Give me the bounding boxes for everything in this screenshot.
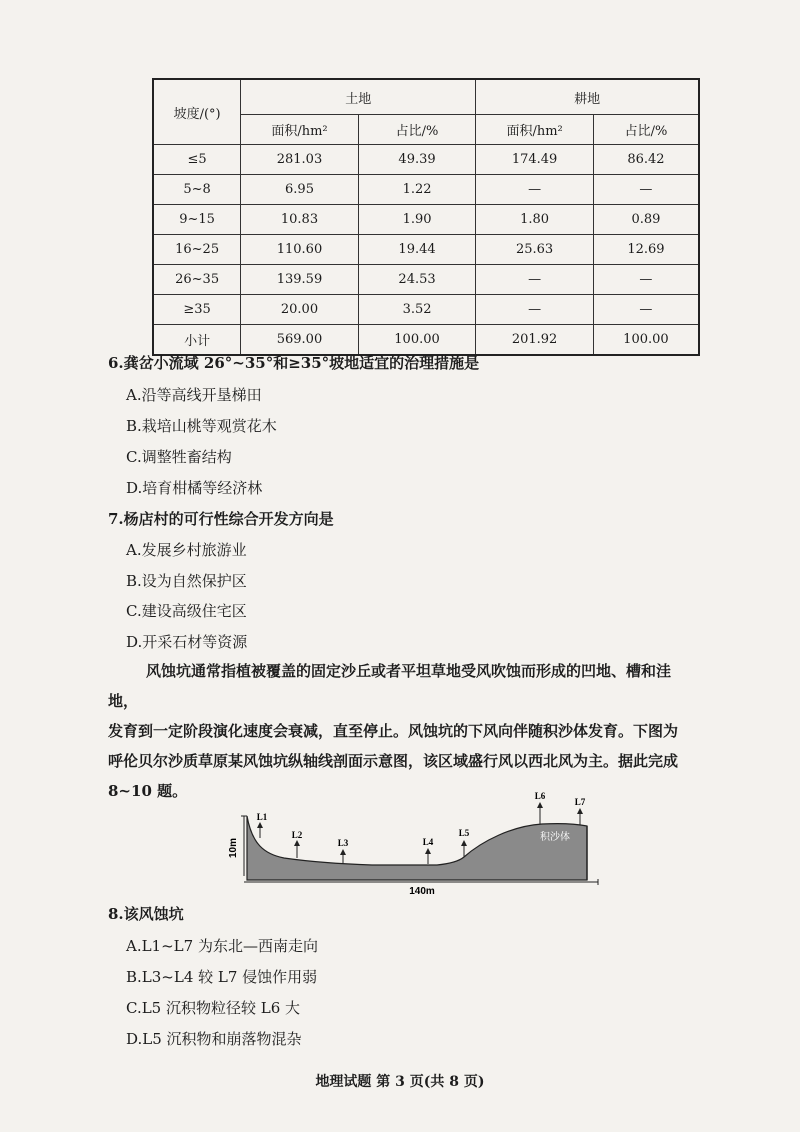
- cell-land-share: 3.52: [358, 295, 476, 325]
- wind-erosion-pit-profile: [222, 786, 612, 898]
- cell-land-share: 24.53: [358, 265, 476, 295]
- table-header-row: [153, 79, 699, 115]
- table-row: [153, 265, 699, 295]
- cell-land-share: 1.90: [358, 205, 476, 235]
- header-slope: 坡度/(°): [153, 79, 241, 145]
- cell-farm-area: 25.63: [476, 235, 594, 265]
- height-label: 10m: [228, 837, 239, 859]
- header-farm-share: 占比/%: [593, 115, 699, 145]
- passage-line-1: 风蚀坑通常指植被覆盖的固定沙丘或者平坦草地受风吹蚀而形成的凹地、槽和洼地，: [108, 662, 672, 710]
- svg-text:L6: L6: [534, 791, 546, 801]
- page-footer: 地理试题 第 3 页(共 8 页): [315, 1074, 485, 1090]
- cell-farm-area: 201.92: [476, 325, 594, 356]
- cell-land-area: 110.60: [241, 235, 359, 265]
- cell-slope: 5~8: [153, 175, 241, 205]
- cell-farm-area: 174.49: [476, 145, 594, 175]
- marker-l1: [257, 812, 268, 838]
- question-7-stem: 7.杨店村的可行性综合开发方向是: [108, 510, 334, 528]
- q7-option-d[interactable]: D.开采石材等资源: [126, 633, 248, 651]
- marker-l6: [535, 791, 546, 824]
- passage: [108, 656, 698, 806]
- header-farm-area: 面积/hm²: [476, 115, 594, 145]
- marker-l5: [459, 828, 470, 857]
- marker-l3: [338, 838, 349, 863]
- cell-slope: 小计: [153, 325, 241, 356]
- passage-line-3: 呼伦贝尔沙质草原某风蚀坑纵轴线剖面示意图，该区域盛行风以西北风为主。据此完成: [108, 752, 679, 770]
- svg-text:L1: L1: [256, 812, 268, 822]
- question-6-stem: 6.龚岔小流域 26°~35°和≥35°坡地适宜的治理措施是: [108, 354, 480, 372]
- cell-farm-area: —: [476, 295, 594, 325]
- cell-slope: ≤5: [153, 145, 241, 175]
- q8-option-b[interactable]: B.L3~L4 较 L7 侵蚀作用弱: [126, 968, 318, 986]
- deposit-label: 积沙体: [540, 832, 570, 843]
- question-8-stem: 8.该风蚀坑: [108, 905, 184, 923]
- q8-option-c[interactable]: C.L5 沉积物粒径较 L6 大: [126, 999, 301, 1017]
- q7-option-b[interactable]: B.设为自然保护区: [126, 572, 247, 590]
- svg-text:L5: L5: [458, 828, 470, 838]
- table-row: [153, 235, 699, 265]
- cell-land-share: 1.22: [358, 175, 476, 205]
- cell-slope: 16~25: [153, 235, 241, 265]
- cell-farm-share: 86.42: [593, 145, 699, 175]
- cell-farm-area: —: [476, 265, 594, 295]
- cell-land-share: 100.00: [358, 325, 476, 356]
- q6-option-c[interactable]: C.调整牲畜结构: [126, 448, 232, 466]
- header-land: 土地: [241, 79, 476, 115]
- cell-land-share: 49.39: [358, 145, 476, 175]
- header-land-area: 面积/hm²: [241, 115, 359, 145]
- cell-land-area: 569.00: [241, 325, 359, 356]
- cell-farm-share: 100.00: [593, 325, 699, 356]
- slope-table: [152, 78, 700, 356]
- cell-farm-share: 12.69: [593, 235, 699, 265]
- profile-fill: [247, 816, 587, 880]
- cell-slope: 26~35: [153, 265, 241, 295]
- cell-land-area: 281.03: [241, 145, 359, 175]
- table-row: [153, 205, 699, 235]
- cell-farm-share: 0.89: [593, 205, 699, 235]
- q7-option-a[interactable]: A.发展乡村旅游业: [126, 541, 247, 559]
- cell-farm-share: —: [593, 265, 699, 295]
- cell-slope: ≥35: [153, 295, 241, 325]
- table-row: [153, 145, 699, 175]
- svg-text:L2: L2: [291, 830, 303, 840]
- q6-option-a[interactable]: A.沿等高线开垦梯田: [126, 386, 262, 404]
- cell-land-area: 10.83: [241, 205, 359, 235]
- cell-land-area: 6.95: [241, 175, 359, 205]
- cell-slope: 9~15: [153, 205, 241, 235]
- header-land-share: 占比/%: [358, 115, 476, 145]
- marker-l2: [292, 830, 303, 858]
- header-farmland: 耕地: [476, 79, 699, 115]
- cell-land-area: 139.59: [241, 265, 359, 295]
- q7-option-c[interactable]: C.建设高级住宅区: [126, 602, 247, 620]
- svg-text:L7: L7: [574, 797, 586, 807]
- q6-option-b[interactable]: B.栽培山桃等观赏花木: [126, 417, 277, 435]
- cell-farm-share: —: [593, 295, 699, 325]
- svg-text:L3: L3: [337, 838, 349, 848]
- q6-option-d[interactable]: D.培育柑橘等经济林: [126, 479, 263, 497]
- svg-text:L4: L4: [422, 837, 434, 847]
- cell-land-area: 20.00: [241, 295, 359, 325]
- cell-land-share: 19.44: [358, 235, 476, 265]
- passage-line-2: 发育到一定阶段演化速度会衰减，直至停止。风蚀坑的下风向伴随积沙体发育。下图为: [108, 722, 679, 740]
- marker-l4: [423, 837, 434, 864]
- marker-l7: [575, 797, 586, 825]
- q8-option-d[interactable]: D.L5 沉积物和崩落物混杂: [126, 1030, 302, 1048]
- cell-farm-area: —: [476, 175, 594, 205]
- table-row: [153, 175, 699, 205]
- q8-option-a[interactable]: A.L1~L7 为东北—西南走向: [126, 937, 318, 955]
- cell-farm-share: —: [593, 175, 699, 205]
- table-row-total: [153, 325, 699, 356]
- cell-farm-area: 1.80: [476, 205, 594, 235]
- width-label: 140m: [409, 886, 435, 897]
- passage-line-4: 8~10 题。: [108, 782, 188, 800]
- table-row: [153, 295, 699, 325]
